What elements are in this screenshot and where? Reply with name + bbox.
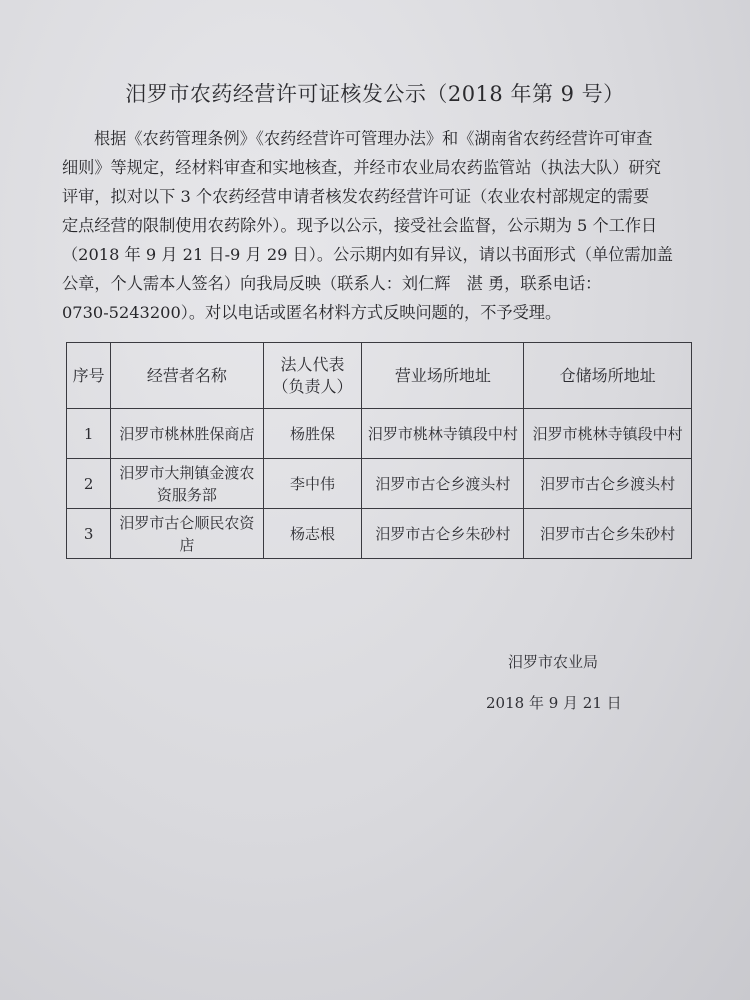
header-rep: 法人代表（负责人） <box>263 343 362 409</box>
cell-biz-addr: 汨罗市古仑乡渡头村 <box>362 459 524 509</box>
header-biz-addr: 营业场所地址 <box>362 343 524 409</box>
cell-name: 汨罗市大荆镇金渡农资服务部 <box>111 459 263 509</box>
header-store-addr: 仓储场所地址 <box>524 343 692 409</box>
signing-organization: 汨罗市农业局 <box>508 653 599 671</box>
cell-store-addr: 汨罗市桃林寺镇段中村 <box>524 409 692 459</box>
cell-rep: 李中伟 <box>263 459 362 509</box>
body-line: 评审，拟对以下 3 个农药经营申请者核发农药经营许可证（农业农村部规定的需要 <box>62 187 650 206</box>
body-line: 定点经营的限制使用农药除外）。现予以公示，接受社会监督，公示期为 5 个工作日 <box>62 216 658 235</box>
cell-no: 2 <box>67 459 111 509</box>
permit-table <box>66 342 692 559</box>
cell-name: 汨罗市桃林胜保商店 <box>111 409 263 459</box>
body-line: 0730-5243200）。对以电话或匿名材料方式反映问题的，不予受理。 <box>62 303 562 322</box>
header-no: 序号 <box>67 343 111 409</box>
body-line: 公章，个人需本人签名）向我局反映（联系人：刘仁辉 湛 勇，联系电话： <box>62 274 602 293</box>
cell-no: 1 <box>67 409 111 459</box>
cell-biz-addr: 汨罗市桃林寺镇段中村 <box>362 409 524 459</box>
header-name: 经营者名称 <box>111 343 263 409</box>
cell-store-addr: 汨罗市古仑乡渡头村 <box>524 459 692 509</box>
table-header-row <box>67 343 692 409</box>
cell-no: 3 <box>67 509 111 559</box>
body-line: 根据《农药管理条例》《农药经营许可管理办法》和《湖南省农药经营许可审查 <box>94 129 653 148</box>
signing-date: 2018 年 9 月 21 日 <box>486 694 622 712</box>
table-row <box>67 459 692 509</box>
notice-body <box>62 124 698 327</box>
page-title: 汨罗市农药经营许可证核发公示（2018 年第 9 号） <box>125 82 625 106</box>
body-line: （2018 年 9 月 21 日-9 月 29 日）。公示期内如有异议，请以书面形式（单位需加盖 <box>62 245 673 264</box>
cell-rep: 杨志根 <box>263 509 362 559</box>
cell-store-addr: 汨罗市古仑乡朱砂村 <box>524 509 692 559</box>
table-row <box>67 409 692 459</box>
cell-rep: 杨胜保 <box>263 409 362 459</box>
body-line: 细则》等规定，经材料审查和实地核查，并经市农业局农药监管站（执法大队）研究 <box>62 158 661 177</box>
cell-name: 汨罗市古仑顺民农资店 <box>111 509 263 559</box>
cell-biz-addr: 汨罗市古仑乡朱砂村 <box>362 509 524 559</box>
table-row <box>67 509 692 559</box>
